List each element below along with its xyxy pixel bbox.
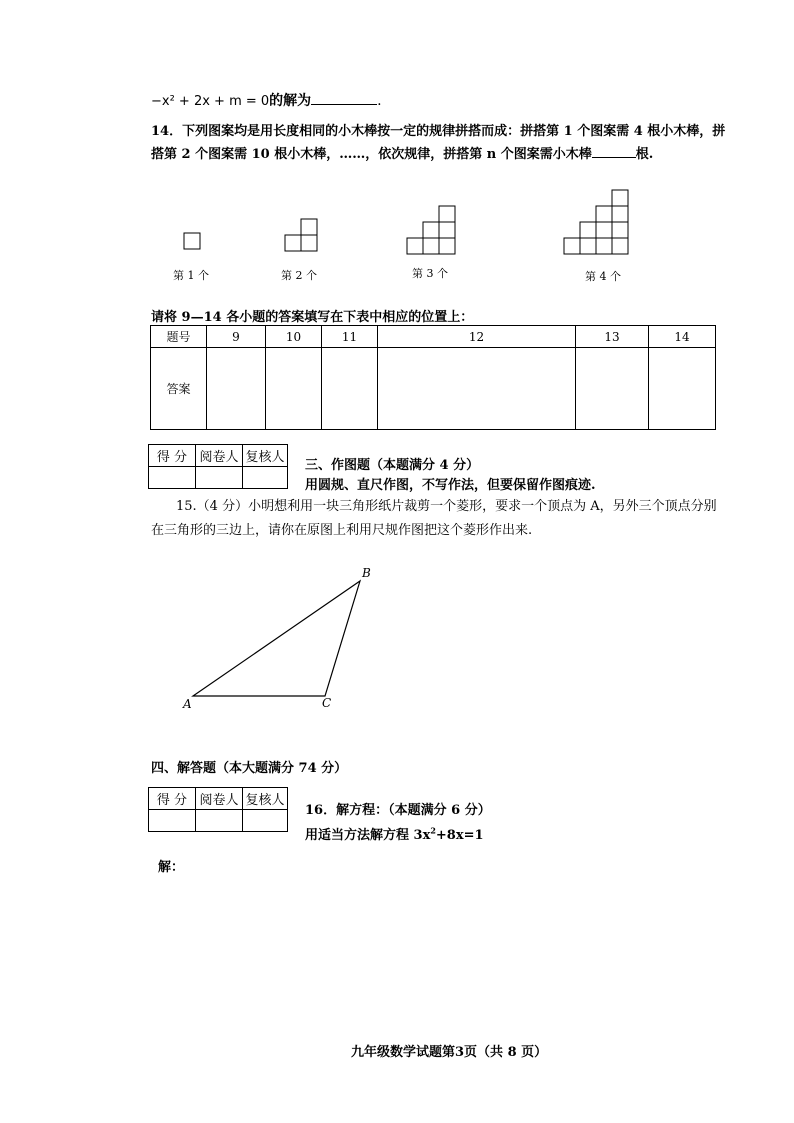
score-header: 得 分 (149, 788, 196, 810)
answer-cell[interactable] (649, 348, 716, 430)
score-header: 阅卷人 (196, 445, 243, 467)
triangle-abc (193, 581, 360, 696)
q15-line2: 在三角形的三边上，请你在原图上利用尺规作图把这个菱形作出来. (151, 523, 533, 538)
q16-instruction-prefix: 用适当方法解方程 3x (305, 828, 431, 843)
q14-line2 (151, 143, 653, 162)
score-cell[interactable] (149, 810, 196, 832)
section3-title: 三、作图题（本题满分 4 分） (305, 458, 480, 473)
score-cell[interactable] (149, 467, 196, 489)
question-number: 9 (207, 326, 266, 348)
q13-tail (151, 90, 382, 110)
score-box-2 (148, 787, 288, 832)
q13-equation: −x² + 2x + m = 0 (151, 94, 270, 109)
question-number: 11 (322, 326, 378, 348)
answer-label: 答案 (151, 348, 207, 430)
triangle-diagram (0, 560, 794, 720)
score-box-1 (148, 444, 288, 489)
answer-cell[interactable] (266, 348, 322, 430)
q15-line1: 15.（4 分）小明想利用一块三角形纸片裁剪一个菱形，要求一个顶点为 A，另外三个顶点分别 (176, 499, 717, 514)
header-label: 题号 (151, 326, 207, 348)
q14-line2-a: 搭第 2 个图案需 10 根小木棒，……，依次规律，拼搭第 n 个图案需小木棒 (151, 147, 592, 162)
question-number: 12 (378, 326, 576, 348)
answer-table (150, 325, 716, 430)
q16-instruction (305, 824, 484, 843)
q16-instruction-suffix: +8x=1 (435, 828, 484, 843)
question-number: 10 (266, 326, 322, 348)
question-number: 13 (576, 326, 649, 348)
score-header: 复核人 (243, 445, 288, 467)
score-cell[interactable] (196, 810, 243, 832)
answer-cell[interactable] (322, 348, 378, 430)
q16-title: 16．解方程：（本题满分 6 分） (305, 803, 491, 818)
score-cell[interactable] (243, 810, 288, 832)
figure-4-squares (564, 190, 628, 254)
q14-line1: 14．下列图案均是用长度相同的小木棒按一定的规律拼搭而成：拼搭第 1 个图案需 4 根小木棒，拼 (151, 124, 726, 139)
figure-3-squares (407, 206, 455, 254)
figure-caption-2: 第 2 个 (281, 269, 317, 282)
vertex-label-b: B (362, 566, 371, 580)
section3-instruction: 用圆规、直尺作图，不写作法，但要保留作图痕迹. (305, 478, 596, 493)
stick-figures (0, 180, 794, 290)
figure-2-squares (285, 219, 317, 251)
score-header: 得 分 (149, 445, 196, 467)
score-header: 阅卷人 (196, 788, 243, 810)
q13-text: 的解为 (269, 93, 312, 109)
figure-caption-1: 第 1 个 (173, 269, 209, 282)
solution-label: 解： (158, 860, 185, 875)
page-footer: 九年级数学试题第3页（共 8 页） (351, 1045, 548, 1060)
answer-cell[interactable] (576, 348, 649, 430)
vertex-label-a: A (183, 697, 192, 711)
answer-cell[interactable] (378, 348, 576, 430)
score-header: 复核人 (243, 788, 288, 810)
figure-caption-3: 第 3 个 (412, 267, 448, 280)
q14-answer-blank[interactable] (592, 157, 636, 158)
vertex-label-c: C (322, 696, 332, 710)
figure-caption-4: 第 4 个 (585, 270, 621, 283)
answer-table-instruction: 请将 9—14 各小题的答案填写在下表中相应的位置上： (151, 310, 474, 325)
section4-title: 四、解答题（本大题满分 74 分） (151, 761, 348, 776)
q16-exponent: 2 (430, 825, 436, 836)
question-number: 14 (649, 326, 716, 348)
q14-line2-b: 根. (635, 147, 654, 162)
score-cell[interactable] (196, 467, 243, 489)
q13-end: . (377, 93, 382, 109)
q13-answer-blank[interactable] (311, 104, 377, 105)
answer-cell[interactable] (207, 348, 266, 430)
score-cell[interactable] (243, 467, 288, 489)
figure-1-squares (184, 233, 200, 249)
